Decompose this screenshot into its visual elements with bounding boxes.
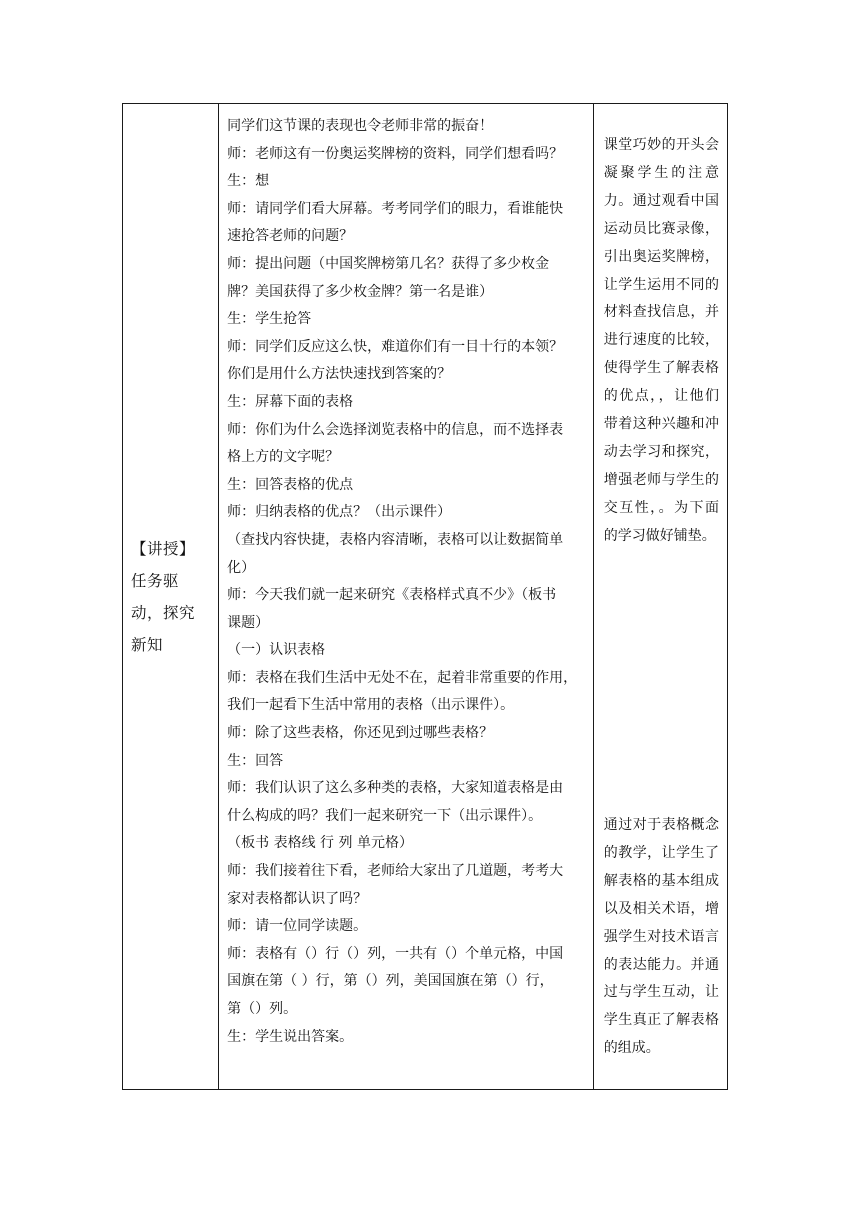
design-intent-cell: [593, 104, 727, 1090]
design-intent-paragraph-1: 课堂巧妙的开头会凝聚学生的注意力。通过观看中国运动员比赛录像，引出奥运奖牌榜，让学生运用不同的材料查找信息，并进行速度的比较，使得学生了解表格的优点，，让他们带着这种兴趣和冲动去学习和探究，增强老师与学生的交互性，。为下面的学习做好铺垫。: [603, 137, 719, 544]
teaching-process-text: [227, 113, 588, 1051]
process-line: 师：我们接着往下看，老师给大家出了几道题，考考大: [227, 863, 564, 880]
process-line: 师：你们为什么会选择浏览表格中的信息，而不选择表: [227, 421, 564, 438]
process-line: 师：表格在我们生活中无处不在，起着非常重要的作用，: [227, 669, 578, 686]
process-line: 格上方的文字呢？: [227, 449, 340, 466]
process-line: 速抢答老师的问题？: [227, 228, 354, 245]
process-line: 师：同学们反应这么快，难道你们有一目十行的本领？: [227, 338, 564, 355]
process-line: 师：归纳表格的优点？（出示课件）: [227, 504, 452, 521]
stage-cell: [123, 104, 219, 1090]
process-line: 师：表格有（）行（）列，一共有（）个单元格，中国: [227, 945, 564, 962]
process-line: 家对表格都认识了吗？: [227, 890, 368, 907]
process-line: 生：学生抢答: [227, 311, 312, 328]
process-line: 生：回答: [227, 752, 284, 769]
process-line: 师：我们认识了这么多种类的表格，大家知道表格是由: [227, 780, 564, 797]
process-line: 你们是用什么方法快速找到答案的？: [227, 366, 452, 383]
process-line: 师：提出问题（中国奖牌榜第几名？获得了多少枚金: [227, 255, 550, 272]
process-line: 第（）列。: [227, 1001, 298, 1017]
process-line: 我们一起看下生活中常用的表格（出示课件）。: [227, 697, 515, 714]
process-line: （一）认识表格: [227, 642, 326, 659]
teaching-process-cell: [219, 104, 594, 1090]
process-line: （板书 表格线 行 列 单元格）: [227, 835, 413, 852]
process-line: 课题）: [227, 614, 270, 631]
process-line: 师：老师这有一份奥运奖牌榜的资料，同学们想看吗？: [227, 145, 564, 162]
process-line: 生：学生说出答案。: [227, 1028, 354, 1045]
design-intent-paragraph-2: 通过对于表格概念的教学，让学生了解表格的基本组成以及相关术语，增强学生对技术语言的表达能力。并通过与学生互动，让学生真正了解表格的组成。: [603, 817, 719, 1057]
process-line: （查找内容快捷，表格内容清晰，表格可以让数据简单: [227, 531, 564, 548]
stage-label: 【讲授】任务驱动，探究新知: [131, 539, 196, 654]
process-line: 师：今天我们就一起来研究《表格样式真不少》（板书: [227, 587, 557, 604]
process-line: 生：回答表格的优点: [227, 476, 354, 493]
process-line: 什么构成的吗？我们一起来研究一下（出示课件）。: [227, 807, 543, 824]
process-line: 师：除了这些表格，你还见到过哪些表格？: [227, 725, 494, 742]
process-line: 生：想: [227, 173, 270, 190]
process-line: 师：请同学们看大屏幕。考考同学们的眼力，看谁能快: [227, 200, 564, 217]
table-row: [123, 104, 728, 1090]
process-line: 同学们这节课的表现也令老师非常的振奋！: [227, 118, 494, 134]
process-line: 牌？美国获得了多少枚金牌？第一名是谁）: [227, 283, 494, 300]
process-line: 生：屏幕下面的表格: [227, 393, 354, 410]
process-line: 国旗在第（ ）行，第（）列，美国国旗在第（）行，: [227, 973, 554, 990]
lesson-plan-table: [122, 103, 728, 1090]
process-line: 化）: [227, 559, 256, 576]
process-line: 师：请一位同学读题。: [227, 918, 368, 935]
